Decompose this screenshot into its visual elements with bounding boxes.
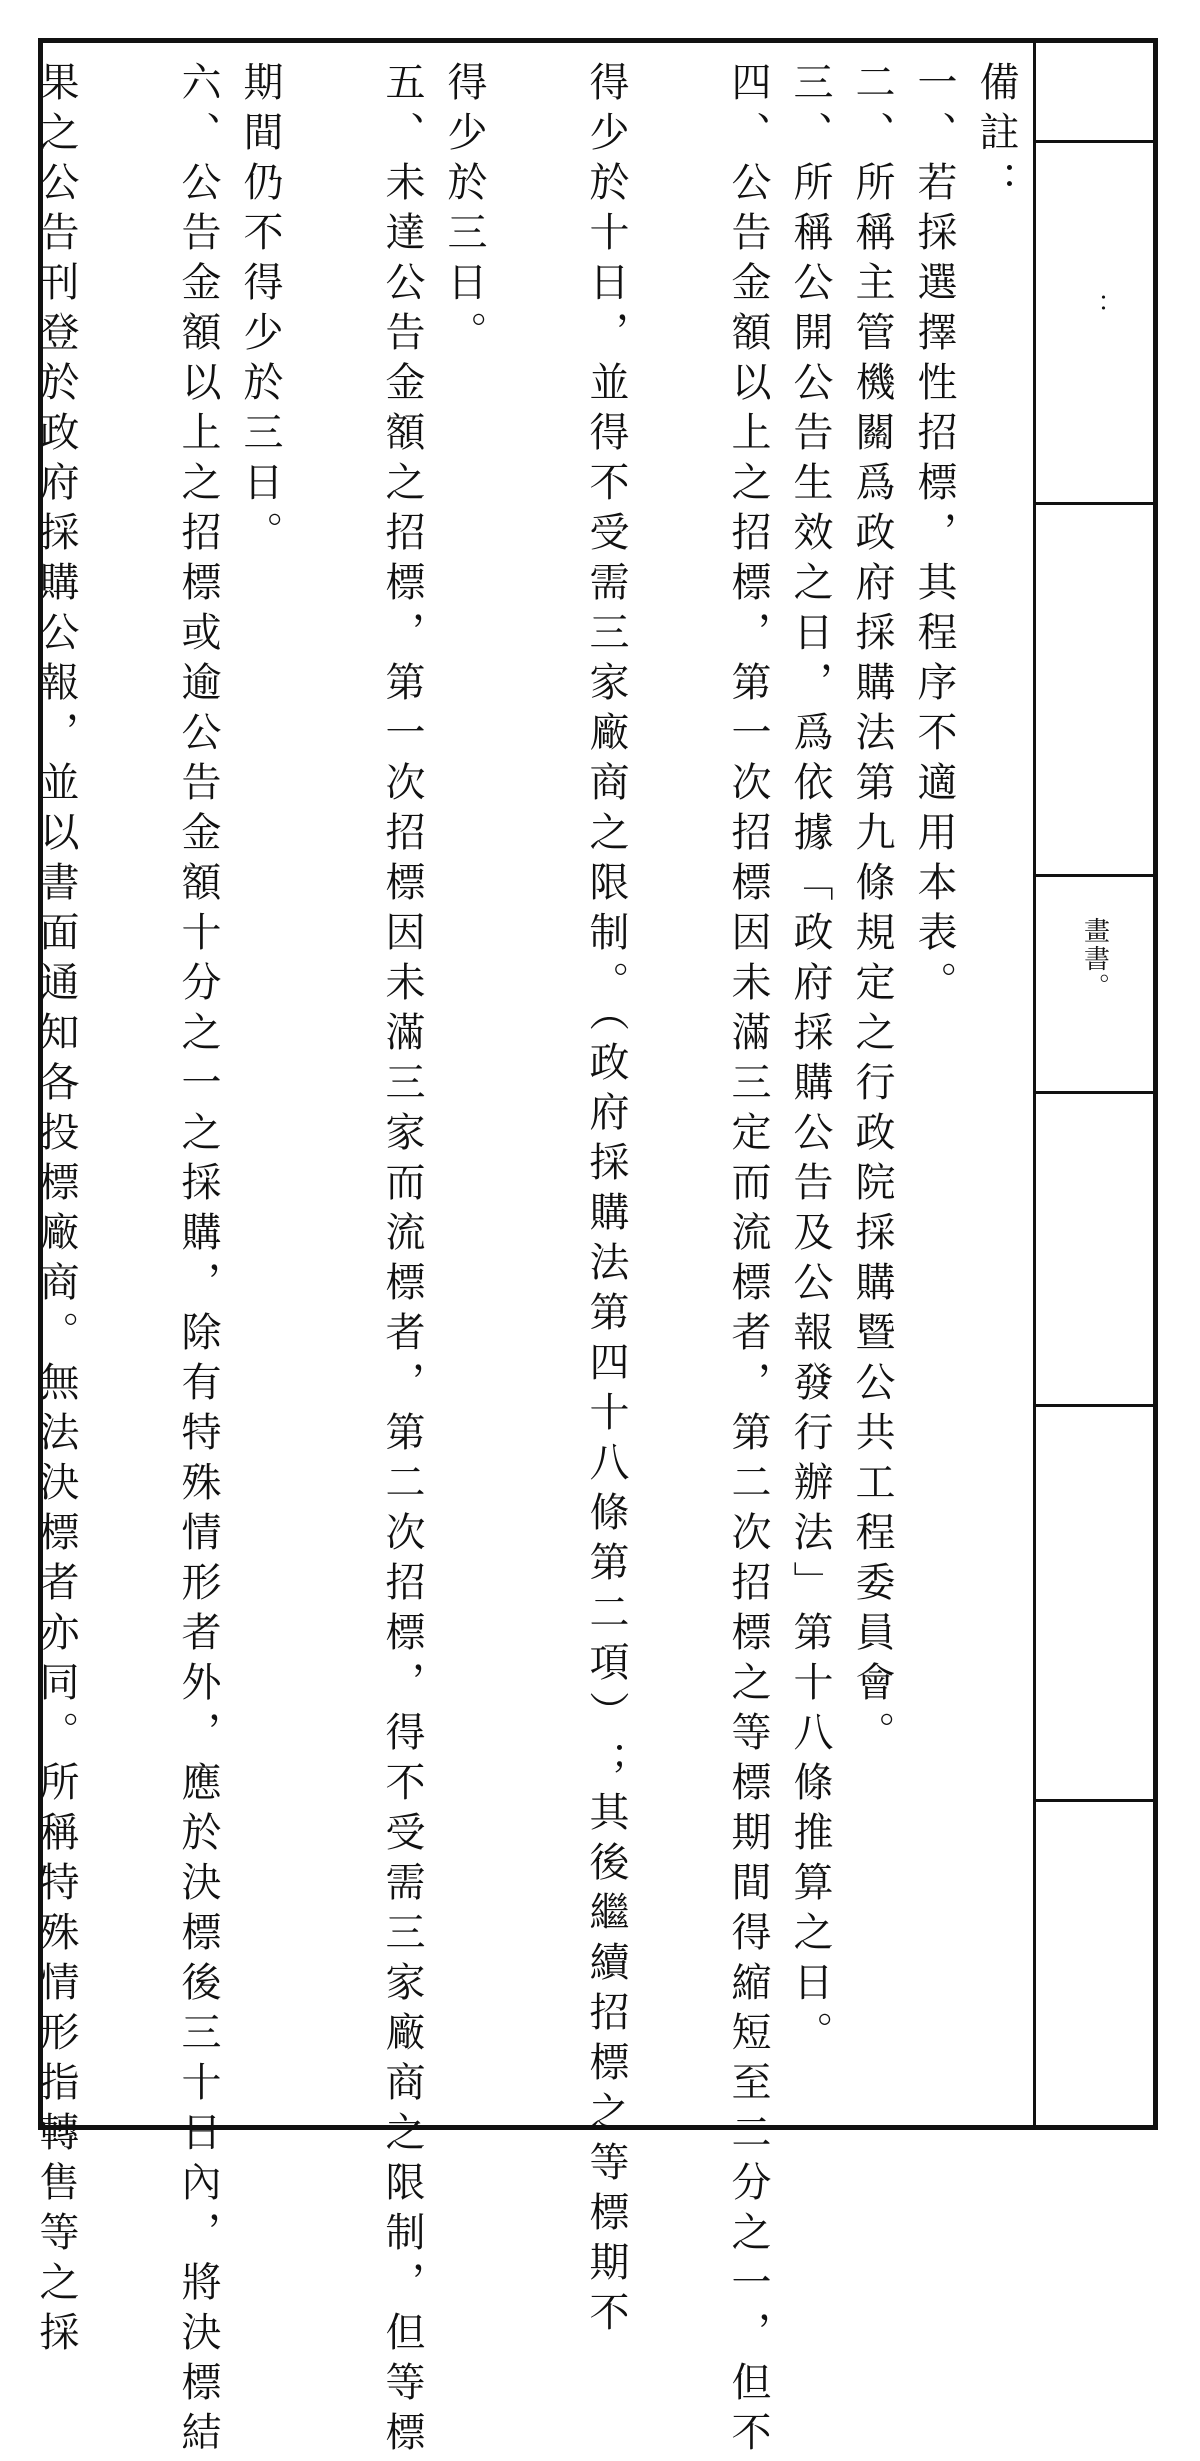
sidebar-cell-2-text: ： [1079,293,1110,321]
sidebar-cell-1 [1036,43,1153,143]
sidebar-cell-2 [1036,143,1153,505]
sidebar-cell-3 [1036,505,1153,877]
note-1: 一、若採選擇性招標，其程序不適用本表。 [911,61,957,1011]
note-3: 三、所稱公開公告生效之日，爲依據「政府採購公告及公報發行辦法」第十八條推算之日。 [787,61,833,2061]
document-frame [33,38,1158,2461]
right-margin-column [1033,43,1153,2125]
notes-body [33,43,1033,2461]
note-2: 二、所稱主管機關爲政府採購法第九條規定之行政院採購暨公共工程委員會。 [849,61,895,1761]
notes-heading: 備註： [973,61,1019,211]
sidebar-cell-4-text: 畫書。 [1079,917,1110,1001]
note-5: 五、未達公告金額之招標，第一次招標因未滿三家而流標者，第二次招標，得不受需三家廠商之限制，但等標 [379,61,425,2461]
note-6-line-3 [0,61,25,2115]
note-4-line-3: 得少於三日。 [441,61,487,361]
note-4-line-2: 得少於十日，並得不受需三家廠商之限制。（政府採購法第四十八條第二項）；其後繼續招標之等標期不 [583,61,629,2341]
sidebar-cell-7 [1036,1802,1153,2130]
note-5-line-2: 期間仍不得少於三日。 [237,61,283,561]
note-6-line-2: 果之公告刊登於政府採購公報，並以書面通知各投標廠商。無法決標者亦同。所稱特殊情形指轉售等之採 [33,61,79,2361]
sidebar-cell-4 [1036,877,1153,1094]
note-4: 四、公告金額以上之招標，第一次招標因未滿三定而流標者，第二次招標之等標期間得縮短至二分之一，但不 [725,61,771,2461]
sidebar-cell-5 [1036,1094,1153,1407]
note-6: 六、公告金額以上之招標或逾公告金額十分之一之採購，除有特殊情形者外，應於決標後三十日內，將決標結 [175,61,221,2461]
sidebar-cell-6 [1036,1407,1153,1802]
